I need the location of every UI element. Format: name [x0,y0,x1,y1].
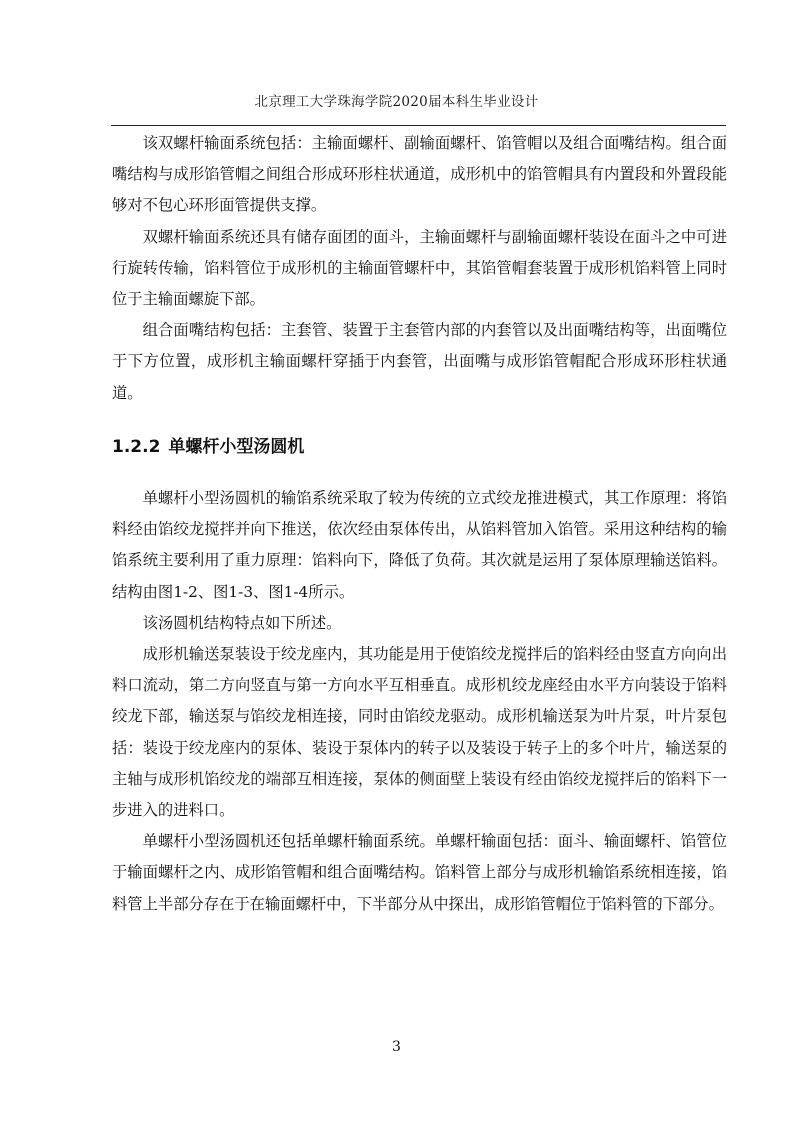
paragraph: 组合面嘴结构包括：主套管、装置于主套管内部的内套管以及出面嘴结构等，出面嘴位于下方位置，成形机主输面螺杆穿插于内套管，出面嘴与成形馅管帽配合形成环形柱状通道。 [112,321,727,402]
page-header: 北京理工大学珠海学院2020届本科生毕业设计 [254,94,539,110]
section-number: 1.2.2 [112,437,161,457]
paragraph: 该汤圆机结构特点如下所述。 [142,613,342,632]
paragraph: 单螺杆小型汤圆机的输馅系统采取了较为传统的立式绞龙推进模式，其工作原理：将馅料经由馅绞龙搅拌并向下推送，依次经由泵体传出，从馅料管加入馅管。采用这种结构的输馅系统主要利用了重力原理：馅料向下，降低了负荷。其次就是运用了泵体原理输送馅料。结构由图1-2、图1-3、图1-4所示。 [112,489,727,601]
body-text-top [112,128,727,409]
paragraph: 单螺杆小型汤圆机还包括单螺杆输面系统。单螺杆输面包括：面斗、输面螺杆、馅管位于输面螺杆之内、成形馅管帽和组合面嘴结构。馅料管上部分与成形机输馅系统相连接，馅料管上半部分存在于在输面螺杆中，下半部分从中探出，成形馅管帽位于馅料管的下部分。 [112,832,727,913]
paragraph: 成形机输送泵装设于绞龙座内，其功能是用于使馅绞龙搅拌后的馅料经由竖直方向向出料口流动，第二方向竖直与第一方向水平互相垂直。成形机绞龙座经由水平方向装设于馅料绞龙下部，输送泵与馅绞龙相连接，同时由馅绞龙驱动。成形机输送泵为叶片泵，叶片泵包括：装设于绞龙座内的泵体、装设于泵体内的转子以及装设于转子上的多个叶片，输送泵的主轴与成形机馅绞龙的端部互相连接，泵体的侧面壁上装设有经由馅绞龙搅拌后的馅料下一步进入的进料口。 [112,645,727,820]
section-heading [112,434,304,460]
header-divider [111,125,726,126]
paragraph: 双螺杆输面系统还具有储存面团的面斗，主输面螺杆与副输面螺杆装设在面斗之中可进行旋转传输，馅料管位于成形机的主输面管螺杆中，其馅管帽套装置于成形机馅料管上同时位于主输面螺旋下部。 [112,227,727,309]
page-number: 3 [392,1039,401,1055]
paragraph: 该双螺杆输面系统包括：主输面螺杆、副输面螺杆、馅管帽以及组合面嘴结构。组合面嘴结构与成形馅管帽之间组合形成环形柱状通道，成形机中的馅管帽具有内置段和外置段能够对不包心环形面管提供支撑。 [112,134,727,215]
section-title: 单螺杆小型汤圆机 [168,437,305,457]
body-text-bottom [112,483,727,920]
